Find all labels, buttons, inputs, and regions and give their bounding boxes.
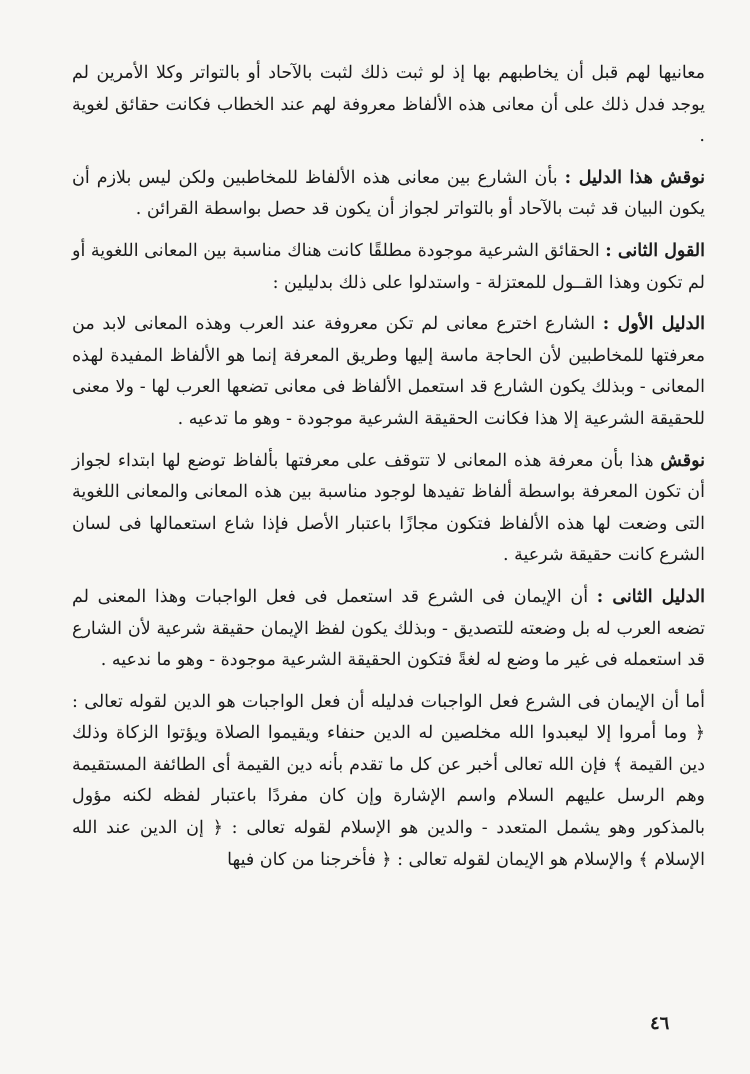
- paragraph-label: الدليل الأول :: [602, 314, 706, 335]
- paragraph-text: أن الإيمان فى الشرع قد استعمل فى فعل الواجبات وهذا المعنى لم تضعه العرب له بل وضعته للتصديق - وبذلك يكون لفظ الإيمان حقيقة شرعية لأن الشارع قد استعمله فى غير ما وضع له لغةً فتكون الحقيقة الشرعية موجودة - وهو ما ندعيه .: [72, 586, 705, 671]
- paragraph-label: القول الثانى :: [605, 240, 705, 261]
- paragraph-label: الدليل الثانى :: [596, 586, 705, 607]
- paragraph-6: [72, 582, 705, 677]
- paragraph-1: [72, 58, 705, 153]
- paragraph-text: هذا بأن معرفة هذه المعانى لا تتوقف على معرفتها بألفاظ توضع لها ابتداء لجواز أن تكون المعرفة بواسطة ألفاظ تفيدها لوجود مناسبة بين هذه المعانى والمعانى اللغوية التى وضعت لها هذه الألفاظ فتكون مجازًا باعتبار الأصل فإذا شاع استعمالها فى لسان الشرع كانت حقيقة شرعية .: [72, 450, 705, 566]
- paragraph-text: الحقائق الشرعية موجودة مطلقًا كانت هناك مناسبة بين المعانى اللغوية أو لم تكون وهذا القــول للمعتزلة - واستدلوا على ذلك بدليلين :: [72, 240, 705, 293]
- paragraph-4: [72, 309, 705, 435]
- paragraph-text: الشارع اخترع معانى لم تكن معروفة عند العرب وهذه المعانى لابد من معرفتها للمخاطبين لأن الحاجة ماسة إليها وطريق المعرفة إنما هو الألفاظ المفيدة لهذه المعانى - وبذلك يكون الشارع قد استعمل الألفاظ فى معانى تضعها العرب لها - ولا معنى للحقيقة الشرعية إلا هذا فكانت الحقيقة الشرعية موجودة - وهو ما تدعيه .: [72, 314, 705, 429]
- paragraph-text: معانيها لهم قبل أن يخاطبهم بها إذ لو ثبت ذلك لثبت بالآحاد أو بالتواتر وكلا الأمرين لم يوجد فدل ذلك على أن معانى هذه الألفاظ معروفة لهم عند الخطاب فكانت حقائق لغوية .: [72, 63, 705, 147]
- paragraph-label: نوقش هذا الدليل :: [564, 167, 705, 188]
- paragraph-2: [72, 163, 705, 226]
- page-number: ٤٦: [650, 1013, 670, 1034]
- paragraph-text: أما أن الإيمان فى الشرع فعل الواجبات فدليله أن فعل الواجبات هو الدين لقوله تعالى : ﴿ وما أمروا إلا ليعبدوا الله مخلصين له الدين حنفاء ويقيموا الصلاة ويؤتوا الزكاة وذلك دين القيمة ﴾ فإن الله تعالى أخبر عن كل ما تقدم بأنه دين القيمة أى الطائفة المستقيمة وهم الرسل عليهم السلام واسم الإشارة وإن كان مفردًا باعتبار لفظه لكنه مؤول بالمذكور وهو يشمل المتعدد - والدين هو الإسلام لقوله تعالى : ﴿ إن الدين عند الله الإسلام ﴾ والإسلام هو الإيمان لقوله تعالى : ﴿ فأخرجنا من كان فيها: [72, 691, 705, 870]
- paragraph-text: بأن الشارع بين معانى هذه الألفاظ للمخاطبين ولكن ليس بلازم أن يكون البيان قد ثبت بالآحاد أو بالتواتر لجواز أن يكون قد حصل بواسطة القرائن .: [72, 167, 705, 220]
- paragraph-7: [72, 687, 705, 877]
- paragraph-3: [72, 236, 705, 299]
- paragraph-label: نوقش: [660, 450, 705, 471]
- paragraph-5: [72, 446, 705, 572]
- body-text: [72, 58, 705, 876]
